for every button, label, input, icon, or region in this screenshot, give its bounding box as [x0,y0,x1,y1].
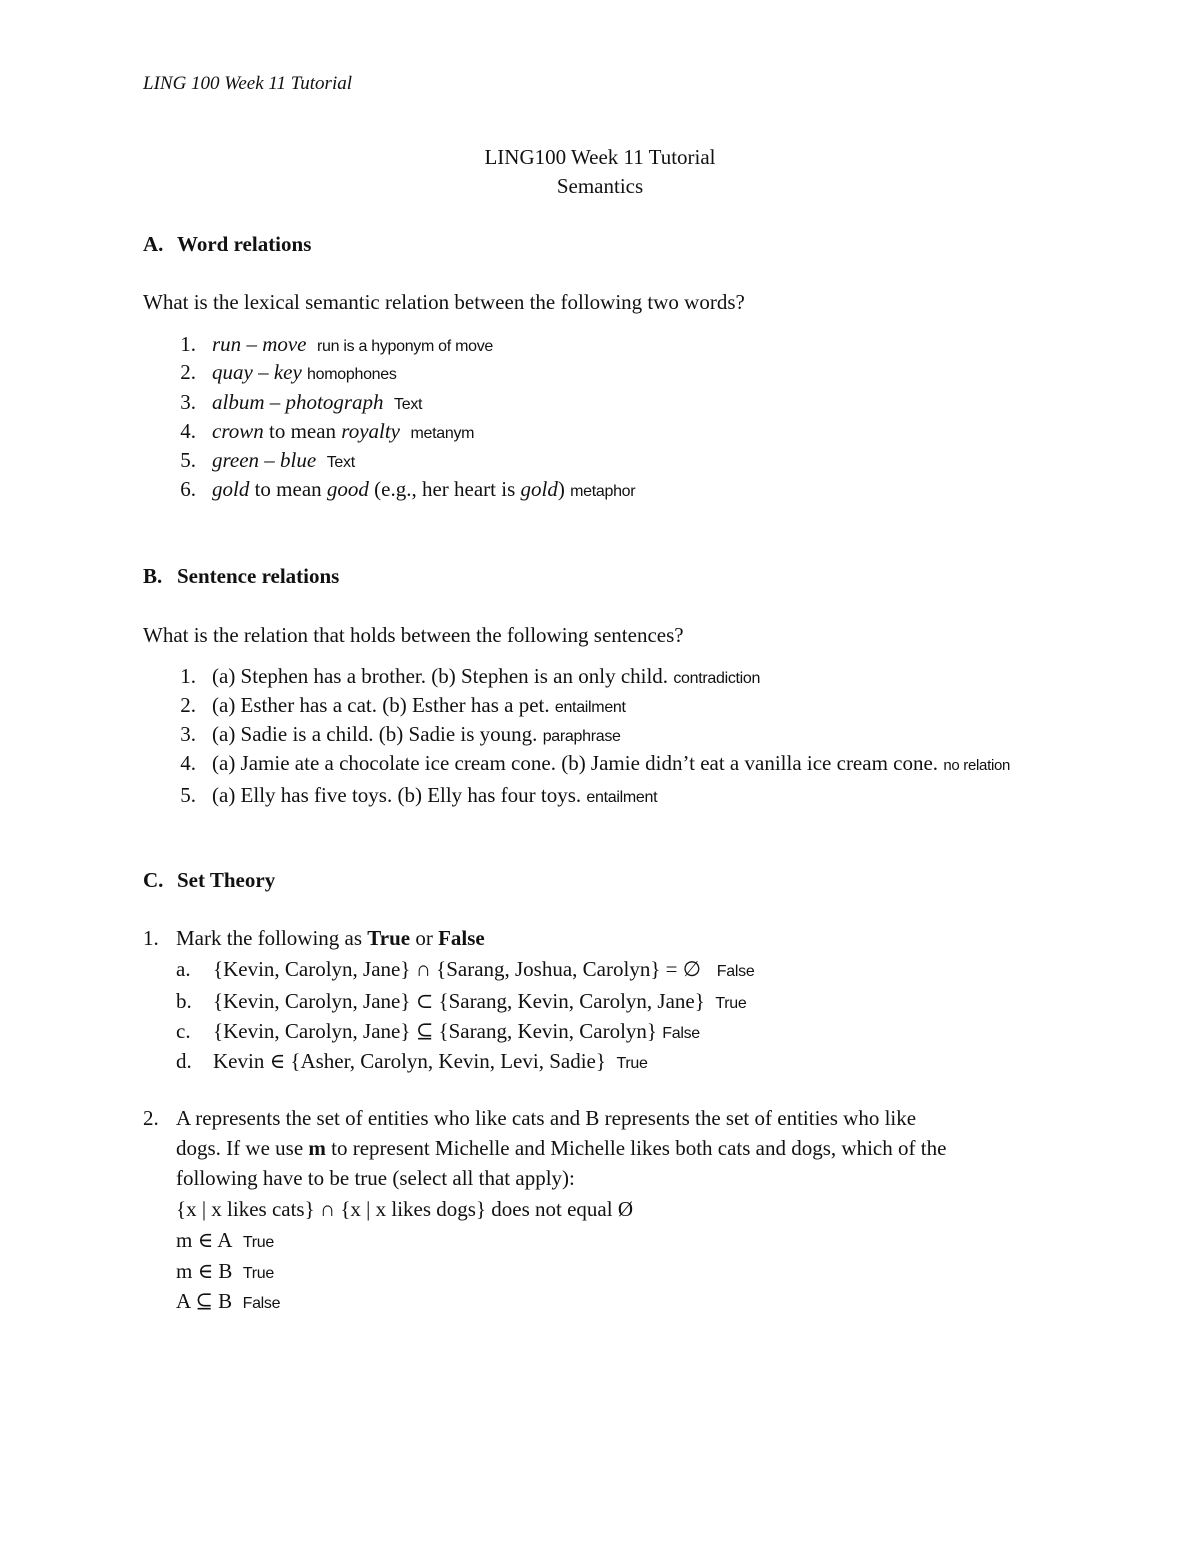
word-1: green [212,448,260,472]
answer-text: homophones [307,366,397,383]
sentence-pair: (a) Esther has a cat. (b) Esther has a pet. [212,693,550,717]
question-number: 1. [143,926,159,950]
question-line-1: A represents the set of entities who like cats and B represents the set of entities who like [176,1106,917,1130]
section-a-heading [143,234,311,255]
section-b-question: What is the relation that holds between the following sentences? [143,623,684,647]
section-c-heading [143,870,275,891]
item-number: 1. [180,664,196,688]
answer-text: True [242,1234,274,1251]
item-number: 3. [180,390,196,414]
word-2: move [262,332,307,356]
set-expression: Kevin ∈ {Asher, Carolyn, Kevin, Levi, Sadie} [213,1049,606,1073]
separator: – [241,332,263,356]
answer-text: paraphrase [542,728,621,745]
statement-a-subset-b [176,1291,280,1312]
answer-text: metanym [410,425,475,442]
statement-text: m ∈ A [176,1228,233,1252]
answer-text: True [616,1055,648,1072]
item-letter: c. [176,1019,191,1043]
running-header: LING 100 Week 11 Tutorial [143,73,353,94]
sentence-pair: (a) Stephen has a brother. (b) Stephen is an only child. [212,664,669,688]
item-number: 1. [180,332,196,356]
item-number: 6. [180,477,196,501]
item-number: 4. [180,751,196,775]
section-c-title: Set Theory [177,868,276,892]
set-expression: {Kevin, Carolyn, Jane} ∩ {Sarang, Joshua, Carolyn} = ∅ [213,957,702,981]
set-expression: {Kevin, Carolyn, Jane} ⊆ {Sarang, Kevin, Carolyn} [213,1019,657,1043]
word-1: crown [212,419,264,443]
separator: – [264,390,286,414]
section-b-title: Sentence relations [177,564,340,588]
section-c-label: C. [143,868,164,892]
item-number: 2. [180,693,196,717]
section-b-heading [143,566,339,587]
statement-intersection: {x | x likes cats} ∩ {x | x likes dogs} does not equal Ø [176,1197,634,1221]
section-b-label: B. [143,564,163,588]
item-number: 3. [180,722,196,746]
answer-text: contradiction [673,670,761,687]
example-text: (e.g., her heart is [368,477,521,501]
sentence-pair: (a) Elly has five toys. (b) Elly has four toys. [212,783,582,807]
word-1: run [212,332,242,356]
word-1: gold [212,477,250,501]
statement-text: m ∈ B [176,1259,233,1283]
answer-text: False [662,1025,700,1042]
word-2: blue [280,448,317,472]
separator: to mean [263,419,342,443]
item-letter: b. [176,989,192,1013]
question-prompt [176,928,485,949]
example-close: ) [557,477,565,501]
separator: to mean [249,477,327,501]
answer-text: Text [394,396,423,413]
answer-text: False [716,963,755,980]
item-letter: a. [176,957,191,981]
question-number: 2. [143,1106,159,1130]
answer-text: False [242,1295,281,1312]
or-word: or [410,926,439,950]
answer-text: entailment [586,789,658,806]
statement-m-in-b [176,1261,274,1282]
word-2: royalty [341,419,401,443]
prompt-text: Mark the following as [176,926,368,950]
question-line-2 [176,1138,946,1159]
michelle-symbol: m [308,1136,326,1160]
section-a-label: A. [143,232,164,256]
word-3: gold [520,477,558,501]
separator: – [259,448,281,472]
answer-text: run is a hyponym of move [317,338,493,355]
word-1: album [212,390,265,414]
answer-text: entailment [554,699,626,716]
item-number: 5. [180,448,196,472]
document-title: LING100 Week 11 Tutorial [484,145,716,169]
statement-m-in-a [176,1230,274,1251]
line-text: to represent Michelle and Michelle likes both cats and dogs, which of the [325,1136,947,1160]
sentence-pair: (a) Jamie ate a chocolate ice cream cone. (b) Jamie didn’t eat a vanilla ice cream cone. [212,751,939,775]
item-number: 4. [180,419,196,443]
false-word: False [438,926,485,950]
item-number: 2. [180,360,196,384]
answer-text: True [715,995,747,1012]
line-text: dogs. If we use [176,1136,309,1160]
section-a-title: Word relations [177,232,312,256]
set-expression: {Kevin, Carolyn, Jane} ⊂ {Sarang, Kevin, Carolyn, Jane} [213,989,705,1013]
word-2: good [326,477,369,501]
answer-text: metaphor [570,483,636,500]
item-letter: d. [176,1049,192,1073]
separator: – [252,360,274,384]
section-a-question: What is the lexical semantic relation between the following two words? [143,290,745,314]
word-2: photograph [285,390,384,414]
word-1: quay [212,360,253,384]
statement-text: A ⊆ B [176,1289,233,1313]
word-2: key [273,360,302,384]
answer-text: True [242,1265,274,1282]
answer-text: Text [326,454,355,471]
item-number: 5. [180,783,196,807]
question-line-3: following have to be true (select all that apply): [176,1166,575,1190]
document-subtitle: Semantics [556,174,644,198]
sentence-pair: (a) Sadie is a child. (b) Sadie is young. [212,722,538,746]
answer-text: no relation [943,757,1011,774]
true-word: True [367,926,411,950]
